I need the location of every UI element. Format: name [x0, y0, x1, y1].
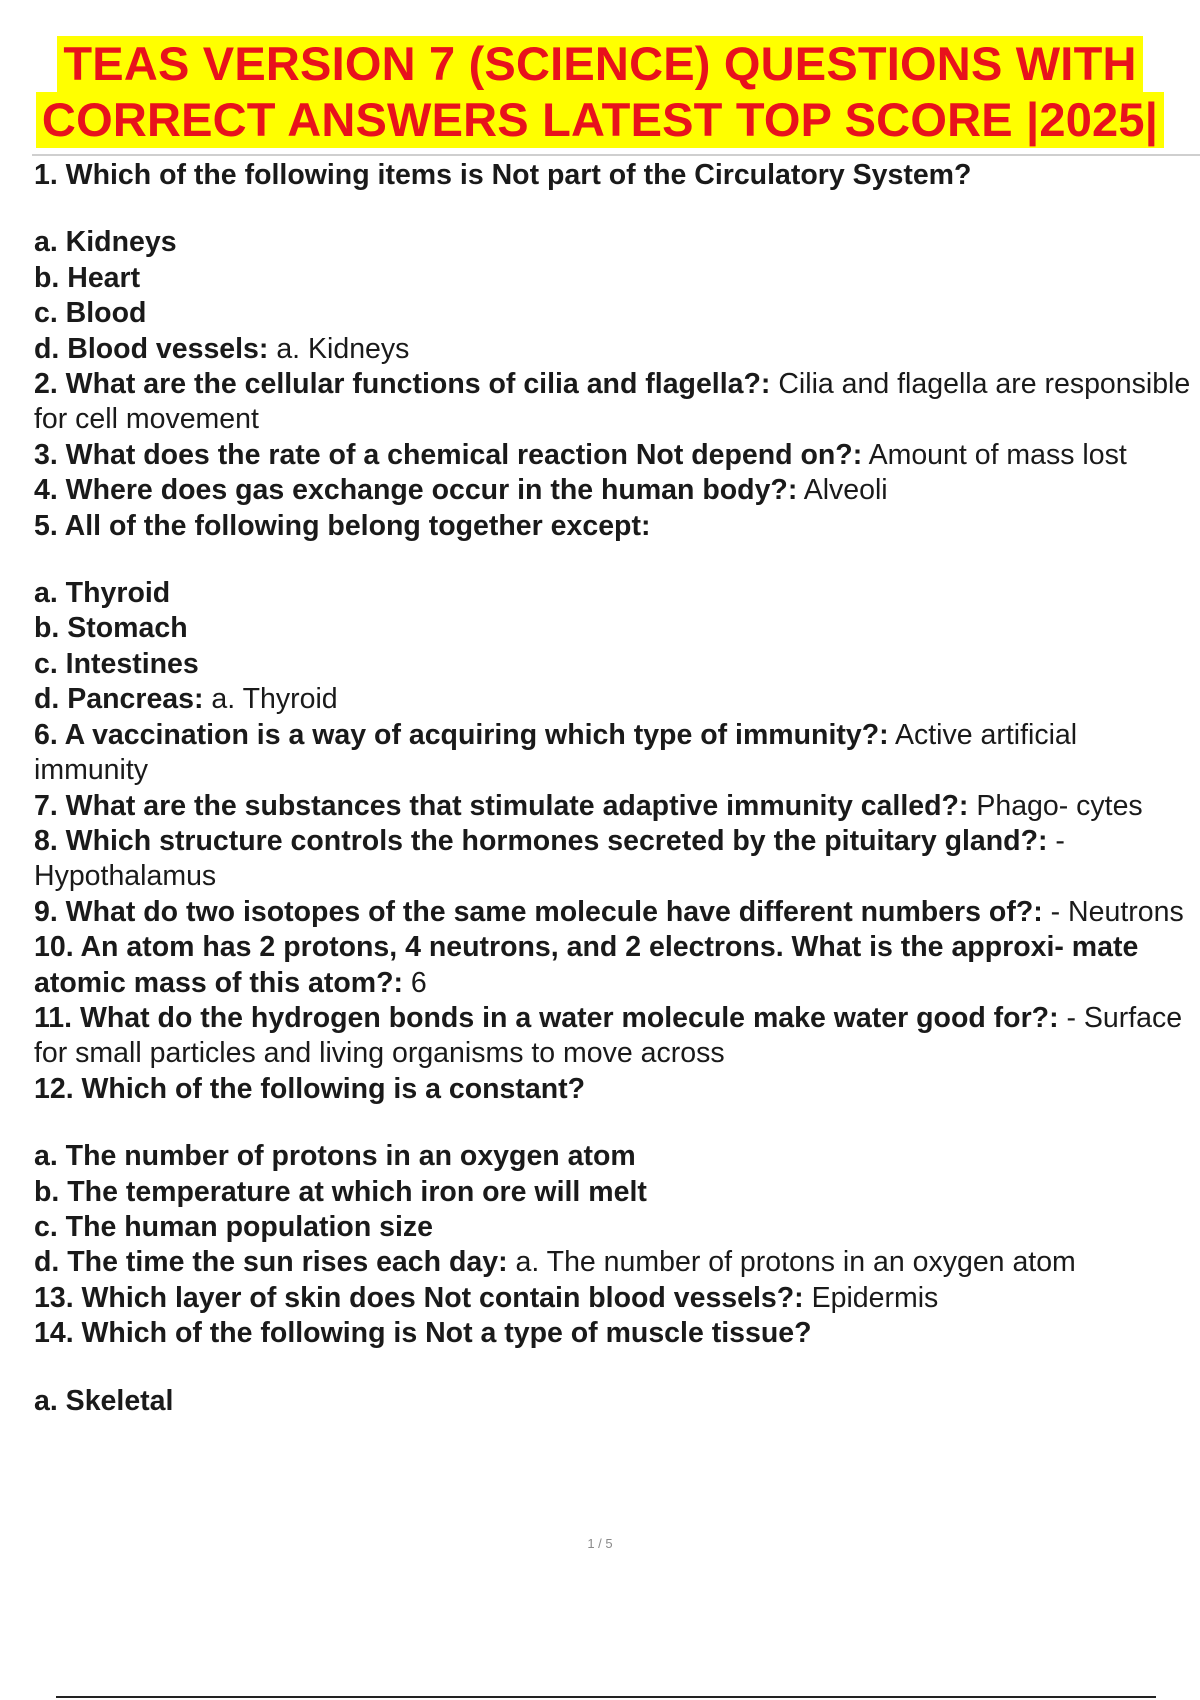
title-line-2: CORRECT ANSWERS LATEST TOP SCORE |2025| — [36, 92, 1164, 148]
question-10 — [34, 930, 1198, 1001]
question-1: 1. Which of the following items is Not part of the Circulatory System? — [34, 159, 972, 191]
question-6 — [34, 718, 1198, 789]
q3-text: 3. What does the rate of a chemical reaction Not depend on?: — [34, 438, 863, 471]
q12-option-c: c. The human population size — [34, 1210, 434, 1243]
question-2 — [34, 367, 1198, 438]
q12-option-b: b. The temperature at which iron ore will melt — [34, 1175, 647, 1208]
q2-text: 2. What are the cellular functions of cilia and flagella?: — [34, 368, 771, 401]
page-bottom-rule — [56, 1696, 1156, 1698]
title-line-1: TEAS VERSION 7 (SCIENCE) QUESTIONS WITH — [57, 36, 1142, 92]
q13-text: 13. Which layer of skin does Not contain blood vessels?: — [34, 1281, 804, 1314]
q10-text: 10. An atom has 2 protons, 4 neutrons, and 2 electrons. What is the approxi- mate atomic mass of this atom?: — [34, 931, 1139, 999]
q12-option-a: a. The number of protons in an oxygen atom — [34, 1140, 636, 1173]
spacer — [34, 193, 1198, 225]
q6-answer: Active artificial immunity — [34, 718, 1078, 787]
q1-option-b: b. Heart — [34, 261, 141, 294]
q5-option-c: c. Intestines — [34, 647, 199, 680]
q9-text: 9. What do two isotopes of the same molecule have different numbers of?: — [34, 895, 1043, 928]
q5-answer: a. Thyroid — [211, 683, 338, 716]
q13-answer: Epidermis — [811, 1281, 939, 1314]
question-3 — [34, 438, 1198, 473]
spacer — [34, 1352, 1198, 1384]
page-indicator: 1 / 5 — [587, 1536, 613, 1551]
q7-answer: Phago- cytes — [976, 789, 1143, 822]
q5-option-d — [34, 682, 1198, 717]
q4-answer: Alveoli — [803, 474, 888, 507]
q2-answer: Cilia and flagella are responsible for cell movement — [34, 368, 1191, 436]
question-list — [34, 158, 1198, 1419]
q5-option-d-label: d. Pancreas: — [34, 683, 204, 716]
q1-option-d-label: d. Blood vessels: — [34, 332, 269, 365]
q8-answer: - Hypothalamus — [34, 824, 1065, 893]
document-title — [0, 36, 1200, 148]
q12-option-d — [34, 1245, 1198, 1280]
q3-answer: Amount of mass lost — [868, 438, 1127, 471]
q8-text: 8. Which structure controls the hormones secreted by the pituitary gland?: — [34, 824, 1048, 857]
q4-text: 4. Where does gas exchange occur in the human body?: — [34, 474, 798, 507]
question-13 — [34, 1281, 1198, 1316]
q12-answer: a. The number of protons in an oxygen atom — [515, 1246, 1076, 1279]
question-5: 5. All of the following belong together except: — [34, 509, 651, 542]
q12-option-d-label: d. The time the sun rises each day: — [34, 1246, 508, 1279]
q5-option-b: b. Stomach — [34, 612, 188, 645]
q6-text: 6. A vaccination is a way of acquiring which type of immunity?: — [34, 718, 889, 751]
q1-option-d — [34, 332, 1198, 367]
spacer — [34, 1107, 1198, 1139]
question-9 — [34, 895, 1198, 930]
question-8 — [34, 824, 1198, 895]
q9-answer: - Neutrons — [1050, 895, 1184, 928]
q14-option-a: a. Skeletal — [34, 1384, 174, 1417]
question-12: 12. Which of the following is a constant? — [34, 1072, 586, 1105]
title-divider — [32, 154, 1200, 156]
question-14: 14. Which of the following is Not a type of muscle tissue? — [34, 1317, 812, 1350]
q1-option-c: c. Blood — [34, 297, 147, 330]
q11-text: 11. What do the hydrogen bonds in a water molecule make water good for?: — [34, 1001, 1059, 1034]
q5-option-a: a. Thyroid — [34, 577, 171, 610]
spacer — [34, 544, 1198, 576]
question-7 — [34, 789, 1198, 824]
q1-option-a: a. Kidneys — [34, 226, 177, 259]
question-11 — [34, 1001, 1198, 1072]
q7-text: 7. What are the substances that stimulate adaptive immunity called?: — [34, 789, 969, 822]
q11-answer: - Surface for small particles and living organisms to move across — [34, 1001, 1183, 1070]
q1-answer: a. Kidneys — [276, 332, 410, 365]
question-4 — [34, 473, 1198, 508]
q10-answer: 6 — [410, 966, 427, 999]
